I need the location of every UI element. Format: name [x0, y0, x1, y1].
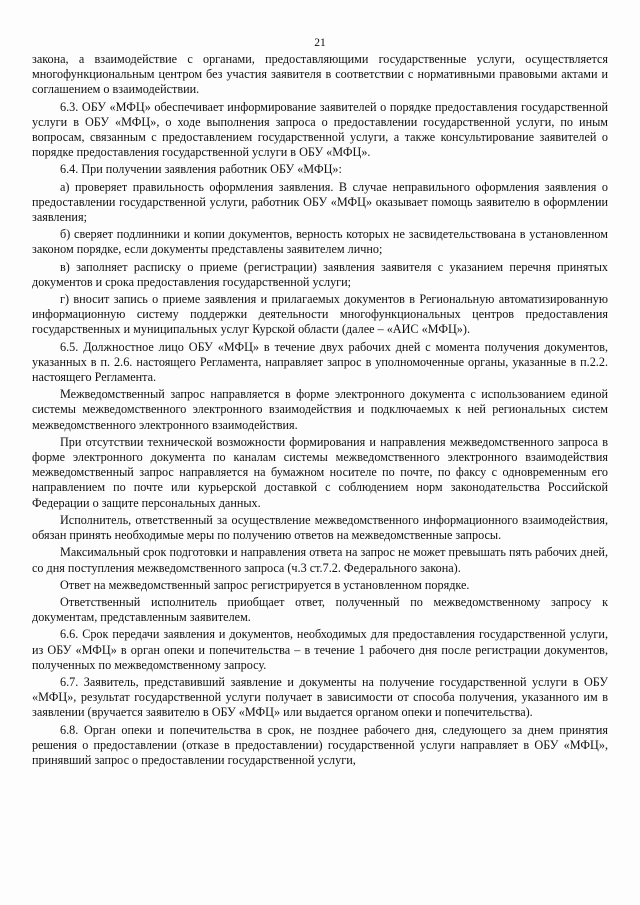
paragraph-6-4-b: б) сверяет подлинники и копии документов, верность которых не засвидетельствована в установленном законом порядке, если документы представлены заявителем лично; [32, 227, 608, 257]
paragraph-6-5: 6.5. Должностное лицо ОБУ «МФЦ» в течение двух рабочих дней с момента получения документов, указанных в п. 2.6. настоящего Регламента, направляет запрос в уполномоченные органы, указанные в п.2.2. настоящего Регламента. [32, 339, 608, 385]
paragraph-6-4-g: г) вносит запись о приеме заявления и прилагаемых документов в Региональную автоматизированную информационную систему поддержки деятельности многофункциональных центров предоставления государственных и муниципальных услуг Курской области (далее – «АИС «МФЦ»). [32, 292, 608, 337]
paragraph-6-3: 6.3. ОБУ «МФЦ» обеспечивает информирование заявителей о порядке предоставления государственной услуги в ОБУ «МФЦ», о ходе выполнения запроса о предоставлении государственной услуги, по иным вопросам, связанным с предоставлением государственной услуги, а также консультирование заявителей о порядке предоставления государственной услуги в ОБУ «МФЦ». [32, 99, 608, 160]
paragraph-interagency-request: Межведомственный запрос направляется в форме электронного документа с использованием единой системы межведомственного электронного взаимодействия и подключаемых к ней региональных систем межведомственного электронного взаимодействия. [32, 387, 608, 432]
paragraph-6-4-v: в) заполняет расписку о приеме (регистрации) заявления заявителя с указанием перечня принятых документов и срока предоставления государственной услуги; [32, 259, 608, 289]
paragraph-response-attachment: Ответственный исполнитель приобщает ответ, полученный по межведомственному запросу к документам, представленным заявителем. [32, 594, 608, 625]
paragraph-executor-obligation: Исполнитель, ответственный за осуществление межведомственного информационного взаимодействия, обязан принять необходимые меры по получению ответов на межведомственные запросы. [32, 512, 608, 543]
paragraph-no-technical-possibility: При отсутствии технической возможности формирования и направления межведомственного запроса в форме электронного документа по каналам системы межведомственного электронного взаимодействия межведомственный запрос направляется на бумажном носителе по почте, по факсу с одновременным его направлением по почте или курьерской доставкой с соблюдением норм законодательства Российской Федерации о защите персональных данных. [32, 434, 608, 510]
paragraph-6-7: 6.7. Заявитель, представивший заявление и документы на получение государственной услуги в ОБУ «МФЦ», результат государственной услуги получает в зависимости от способа получения, указанного им в заявлении (вручается заявителю в ОБУ «МФЦ» или выдается органом опеки и попечительства). [32, 674, 608, 720]
page-number: 21 [314, 37, 326, 49]
paragraph-6-4-a: а) проверяет правильность оформления заявления. В случае неправильного оформления заявления о предоставлении государственной услуги, работник ОБУ «МФЦ» оказывает помощь заявителю в оформлении заявления; [32, 179, 608, 225]
paragraph-max-term: Максимальный срок подготовки и направления ответа на запрос не может превышать пять рабочих дней, со дня поступления межведомственного запроса (ч.3 ст.7.2. Федерального закона). [32, 545, 608, 575]
paragraph-continuation: закона, а взаимодействие с органами, предоставляющими государственные услуги, осуществляется многофункциональным центром без участия заявителя в соответствии с нормативными правовыми актами и соглашением о взаимодействии. [32, 52, 608, 97]
document-body [32, 52, 608, 770]
paragraph-response-registration: Ответ на межведомственный запрос регистрируется в установленном порядке. [60, 577, 470, 592]
paragraph-6-6: 6.6. Срок передачи заявления и документов, необходимых для предоставления государственной услуги, из ОБУ «МФЦ» в орган опеки и попечительства – в течение 1 рабочего дня после регистрации документов, полученных по межведомственному запросу. [32, 627, 608, 672]
paragraph-6-4: 6.4. При получении заявления работник ОБУ «МФЦ»: [60, 162, 342, 177]
paragraph-6-8: 6.8. Орган опеки и попечительства в срок, не позднее рабочего дня, следующего за днем принятия решения о предоставлении (отказе в предоставлении) государственной услуги направляет в ОБУ «МФЦ», принявший запрос о предоставлении государственной услуги, [32, 722, 608, 767]
